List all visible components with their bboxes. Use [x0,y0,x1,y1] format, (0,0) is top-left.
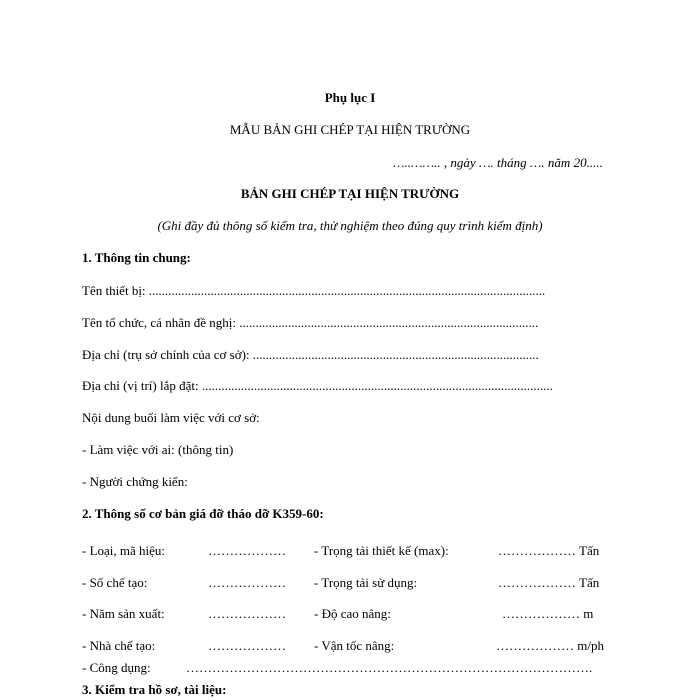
spec-left-label: - Nhà chế tạo: [82,638,156,653]
spec-right-value: ……………… Tấn [498,543,600,558]
spec-right-value: ……………… Tấn [498,575,600,590]
annex-title: Phụ lục I [324,90,376,105]
field-contact: - Làm việc với ai: (thông tin) [82,442,234,457]
section1-heading: 1. Thông tin chung: [82,250,191,265]
section2-heading: 2. Thông số cơ bản giá đỡ tháo dỡ K359-60: [82,506,324,521]
date-line: …..…….. , ngày …. tháng …. năm 20..... [393,155,603,170]
spec-right-value: ……………… m/ph [496,638,604,653]
spec-right-label: - Trọng tải thiết kế (max): [314,543,449,558]
usage-label: - Công dụng: [82,660,151,675]
spec-right-value: ……………… m [502,606,594,621]
spec-left-label: - Số chế tạo: [82,575,148,590]
form-title: MẪU BẢN GHI CHÉP TẠI HIỆN TRƯỜNG [229,122,471,137]
spec-left-value: ……………… [208,543,286,558]
main-title: BẢN GHI CHÉP TẠI HIỆN TRƯỜNG [240,186,460,201]
spec-left-label: - Năm sản xuất: [82,606,165,621]
spec-left-value: ……………… [208,638,286,653]
spec-left-label: - Loại, mã hiệu: [82,543,166,558]
field-device-name: Tên thiết bị: .......................................................................................................................... [82,283,546,298]
spec-right-label: - Vận tốc nâng: [314,638,395,653]
field-requester: Tên tổ chức, cá nhân đề nghị: ............................................................................................ [82,315,539,330]
spec-left-value: ……………… [208,575,286,590]
usage-value: …………………………………………………………………………………. [186,660,593,675]
subtitle: (Ghi đầy đủ thông số kiểm tra, thử nghiệm theo đúng quy trình kiểm định) [157,218,543,233]
spec-right-label: - Độ cao nâng: [314,606,391,621]
field-witness: - Người chứng kiến: [82,474,188,489]
field-meeting-content: Nội dung buổi làm việc với cơ sở: [82,410,260,425]
section3-heading: 3. Kiểm tra hồ sơ, tài liệu: [82,682,227,697]
spec-left-value: ……………… [208,606,286,621]
field-head-office: Địa chỉ (trụ sở chính của cơ sở): ........................................................................................ [82,347,539,362]
spec-right-label: - Trọng tải sử dụng: [314,575,418,590]
field-install-location: Địa chỉ (vị trí) lắp đặt: ............................................................................................................ [82,378,553,393]
